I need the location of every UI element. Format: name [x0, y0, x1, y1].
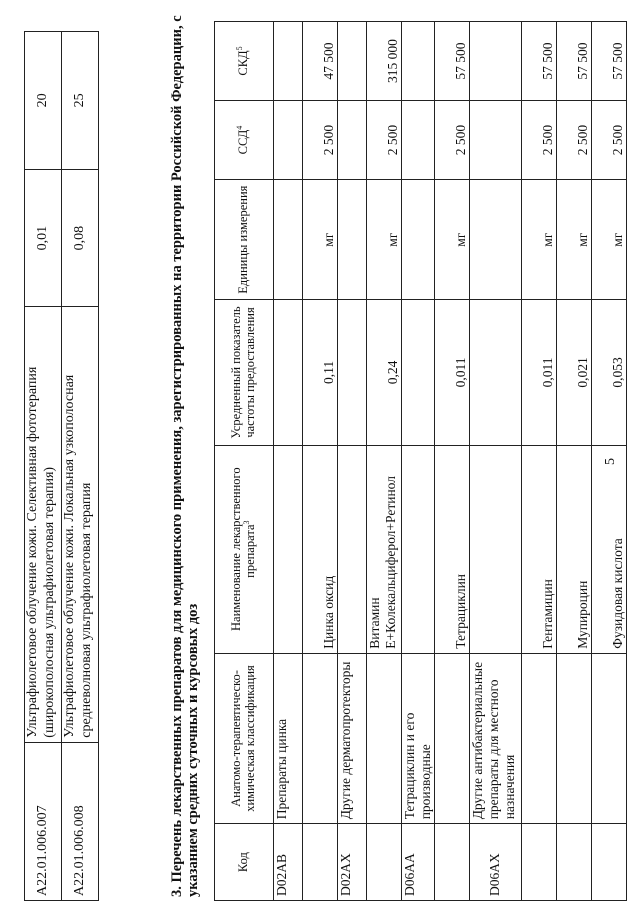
table-row: [367, 22, 402, 901]
header-name: [215, 445, 274, 653]
row-name: Витамин Е+Колекальциферол+Ретинол: [367, 445, 402, 653]
row-atc: [434, 653, 469, 824]
row-code: [303, 824, 338, 901]
header-atc: Анатомо-терапевтическо-химическая классификация: [215, 653, 274, 824]
header-ssd-sup: 4: [234, 125, 244, 130]
row-skd: 57 500: [521, 22, 556, 101]
header-ssd-text: ССД: [236, 129, 251, 155]
row-unit: [402, 180, 435, 300]
service-multiplicity: 25: [62, 32, 99, 170]
row-code: D06AA: [402, 824, 435, 901]
row-atc: [556, 653, 591, 824]
row-atc: [521, 653, 556, 824]
row-unit: мг: [434, 180, 469, 300]
row-frequency: 0,011: [521, 300, 556, 445]
row-name: Мупироцин: [556, 445, 591, 653]
header-name-sup: 3: [241, 520, 251, 525]
row-unit: мг: [521, 180, 556, 300]
row-unit: мг: [591, 180, 626, 300]
row-skd: 315 000: [367, 22, 402, 101]
row-ssd: 2 500: [367, 101, 402, 180]
header-unit: Единицы измерения: [215, 180, 274, 300]
row-name: [402, 445, 435, 653]
row-skd: 57 500: [434, 22, 469, 101]
row-name: Гентамицин: [521, 445, 556, 653]
table-header-row: [215, 22, 274, 901]
row-atc: Препараты цинка: [274, 653, 303, 824]
row-ssd: [402, 101, 435, 180]
table-row: [303, 22, 338, 901]
services-table: [24, 31, 99, 901]
row-atc: [367, 653, 402, 824]
row-skd: [274, 22, 303, 101]
header-skd: [215, 22, 274, 101]
row-frequency: 0,11: [303, 300, 338, 445]
drugs-table: [214, 21, 627, 901]
row-name: [469, 445, 521, 653]
table-row: [434, 22, 469, 901]
row-unit: мг: [556, 180, 591, 300]
row-atc: [591, 653, 626, 824]
row-name: Фузидовая кислота: [591, 445, 626, 653]
table-row: [25, 32, 62, 901]
table-row: [469, 22, 521, 901]
table-row: [556, 22, 591, 901]
row-ssd: [469, 101, 521, 180]
row-code: [521, 824, 556, 901]
row-unit: [274, 180, 303, 300]
row-frequency: 0,24: [367, 300, 402, 445]
service-code: A22.01.006.008: [62, 742, 99, 900]
row-skd: [338, 22, 367, 101]
row-unit: [338, 180, 367, 300]
row-code: D02AB: [274, 824, 303, 901]
row-frequency: [274, 300, 303, 445]
row-code: D06AX: [469, 824, 521, 901]
row-code: [434, 824, 469, 901]
row-code: [367, 824, 402, 901]
row-unit: мг: [367, 180, 402, 300]
row-code: [556, 824, 591, 901]
row-skd: 57 500: [591, 22, 626, 101]
row-ssd: 2 500: [591, 101, 626, 180]
service-frequency: 0,08: [62, 169, 99, 307]
row-ssd: 2 500: [556, 101, 591, 180]
row-unit: [469, 180, 521, 300]
page-number: 5: [603, 458, 618, 465]
row-unit: мг: [303, 180, 338, 300]
service-name: Ультрафиолетовое облучение кожи. Локальная узкополосная средневолновая ультрафиолетовая терапия: [62, 307, 99, 742]
row-name: [338, 445, 367, 653]
row-name: Тетрациклин: [434, 445, 469, 653]
service-multiplicity: 20: [25, 32, 62, 170]
row-frequency: 0,011: [434, 300, 469, 445]
row-frequency: 0,021: [556, 300, 591, 445]
header-skd-sup: 5: [234, 46, 244, 51]
header-frequency: Усредненный показатель частоты предоставления: [215, 300, 274, 445]
section-heading: 3. Перечень лекарственных препаратов для медицинского применения, зарегистрированных на территории Российской Федерации, с указанием средних суточных и курсовых доз: [169, 15, 201, 897]
row-name: Цинка оксид: [303, 445, 338, 653]
row-atc: Другие дерматопротекторы: [338, 653, 367, 824]
table-row: [62, 32, 99, 901]
table-row: [402, 22, 435, 901]
row-ssd: 2 500: [521, 101, 556, 180]
row-ssd: 2 500: [303, 101, 338, 180]
table-row: [338, 22, 367, 901]
service-frequency: 0,01: [25, 169, 62, 307]
table-row: [591, 22, 626, 901]
header-code: Код: [215, 824, 274, 901]
header-name-text: Наименование лекарственного препарата: [229, 467, 257, 631]
row-skd: 57 500: [556, 22, 591, 101]
row-frequency: [338, 300, 367, 445]
row-skd: [469, 22, 521, 101]
row-ssd: [274, 101, 303, 180]
row-skd: [402, 22, 435, 101]
header-skd-text: СКД: [236, 50, 251, 76]
row-atc: Тетрациклин и его производные: [402, 653, 435, 824]
row-skd: 47 500: [303, 22, 338, 101]
service-name: Ультрафиолетовое облучение кожи. Селективная фототерапия (широкополосная ультрафиолетовая терапия): [25, 307, 62, 742]
row-code: [591, 824, 626, 901]
service-code: A22.01.006.007: [25, 742, 62, 900]
row-atc: Другие антибактериальные препараты для местного назначения: [469, 653, 521, 824]
table-row: [274, 22, 303, 901]
header-ssd: [215, 101, 274, 180]
row-ssd: [338, 101, 367, 180]
table-row: [521, 22, 556, 901]
row-frequency: [469, 300, 521, 445]
row-frequency: [402, 300, 435, 445]
row-frequency: 0,053: [591, 300, 626, 445]
row-code: D02AX: [338, 824, 367, 901]
row-atc: [303, 653, 338, 824]
row-ssd: 2 500: [434, 101, 469, 180]
row-name: [274, 445, 303, 653]
